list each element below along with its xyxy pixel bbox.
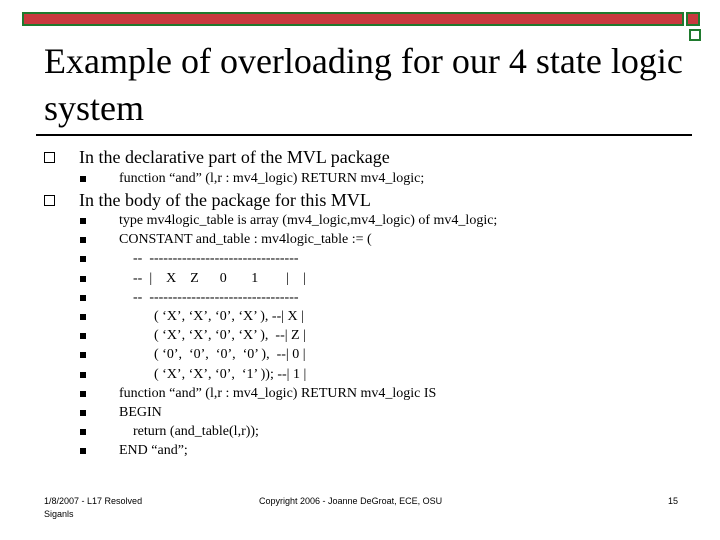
square-bullet-icon xyxy=(80,352,86,358)
slide-title: Example of overloading for our 4 state logic system xyxy=(44,41,683,128)
footer-date-title: 1/8/2007 - L17 Resolved Siganls xyxy=(44,496,143,519)
square-bullet-icon xyxy=(80,276,86,282)
square-bullet-icon xyxy=(80,391,86,397)
footer-copyright: Copyright 2006 - Joanne DeGroat, ECE, OSU xyxy=(259,496,443,506)
square-bullet-icon xyxy=(80,429,86,435)
hollow-square-bullet-icon xyxy=(44,152,55,163)
sub-bullet: function “and” (l,r : mv4_logic) RETURN mv4_logic; xyxy=(80,170,87,224)
square-bullet-icon xyxy=(80,372,86,378)
square-bullet-icon xyxy=(80,295,86,301)
title-underline xyxy=(36,134,692,136)
top-decoration-square xyxy=(686,12,700,26)
square-bullet-icon xyxy=(80,237,86,243)
page-number: 15 xyxy=(668,496,679,506)
square-bullet-icon xyxy=(80,410,86,416)
square-bullet-icon xyxy=(80,314,86,320)
square-bullet-icon xyxy=(80,333,86,339)
top-decoration-bar xyxy=(22,12,684,26)
square-bullet-icon xyxy=(80,218,86,224)
top-decoration-outline-square xyxy=(689,29,701,41)
hollow-square-bullet-icon xyxy=(44,195,55,206)
square-bullet-icon xyxy=(80,256,86,262)
square-bullet-icon xyxy=(80,448,86,454)
square-bullet-icon xyxy=(80,176,86,182)
